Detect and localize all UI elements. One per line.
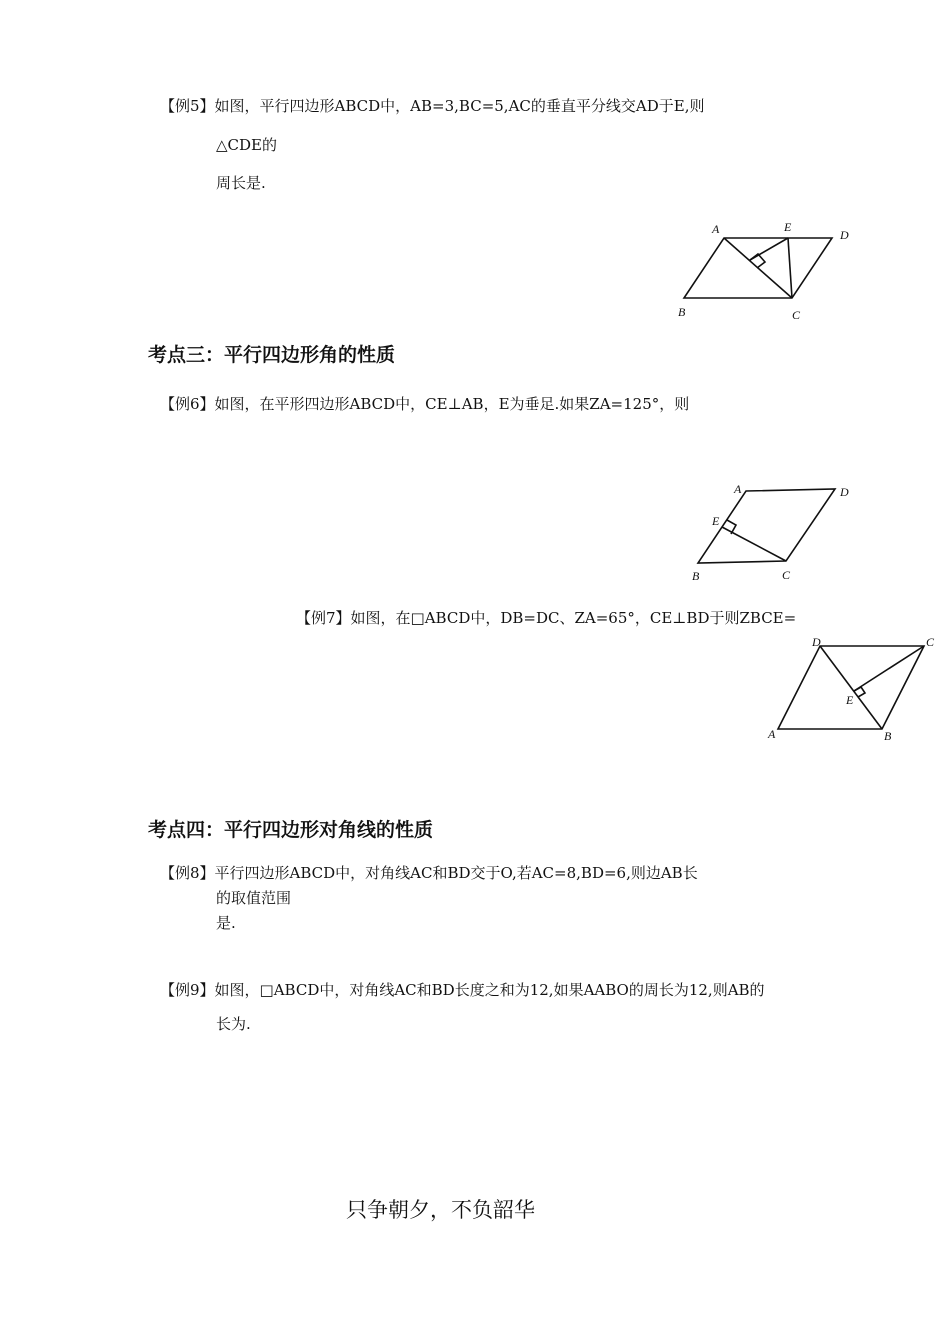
label-a: A (734, 482, 742, 496)
label-b: B (692, 569, 700, 583)
footer-motto: 只争朝夕，不负韶华 (346, 1198, 535, 1222)
label-e: E (784, 220, 792, 234)
label-b: B (678, 305, 686, 319)
label-c: C (926, 635, 935, 649)
figure-example-7 (762, 630, 942, 745)
example-8-line-1: 【例8】平行四边形ABCD中，对角线AC和BD交于O,若AC=8,BD=6,则边AB长 (160, 864, 698, 882)
section-heading-3: 考点三：平行四边形角的性质 (148, 344, 396, 366)
example-9-line-2: 长为. (216, 1015, 251, 1033)
label-e: E (846, 693, 854, 707)
example-9-line-1: 【例9】如图，□ABCD中，对角线AC和BD长度之和为12,如果AABO的周长为12,则AB的 (160, 981, 765, 999)
example-8-line-3: 是. (216, 914, 236, 932)
section-heading-4: 考点四：平行四边形对角线的性质 (148, 819, 434, 841)
label-c: C (792, 308, 801, 322)
figure-example-5 (670, 215, 870, 325)
example-7-line-1: 【例7】如图，在□ABCD中，DB=DC、ZA=65°，CE⊥BD于则ZBCE= (296, 609, 797, 627)
example-8-line-2: 的取值范围 (216, 889, 292, 907)
label-a: A (712, 222, 720, 236)
example-5-line-2: △CDE的 (216, 136, 277, 154)
figure-example-6 (688, 482, 868, 587)
diagonal-db (820, 646, 882, 729)
right-angle-mark (854, 687, 865, 697)
label-a: A (768, 727, 776, 741)
example-6-line-1: 【例6】如图，在平形四边形ABCD中，CE⊥AB，E为垂足.如果ZA=125°，则 (160, 395, 690, 413)
label-d: D (840, 228, 849, 242)
example-5-line-1: 【例5】如图，平行四边形ABCD中，AB=3,BC=5,AC的垂直平分线交AD于E,则 (160, 97, 705, 115)
example-5-line-3: 周长是. (216, 174, 266, 192)
right-angle-mark (727, 520, 736, 534)
label-c: C (782, 568, 791, 582)
label-e: E (712, 514, 720, 528)
label-d: D (840, 485, 849, 499)
segment-ec (788, 238, 792, 298)
label-d: D (812, 635, 821, 649)
label-b: B (884, 729, 892, 743)
